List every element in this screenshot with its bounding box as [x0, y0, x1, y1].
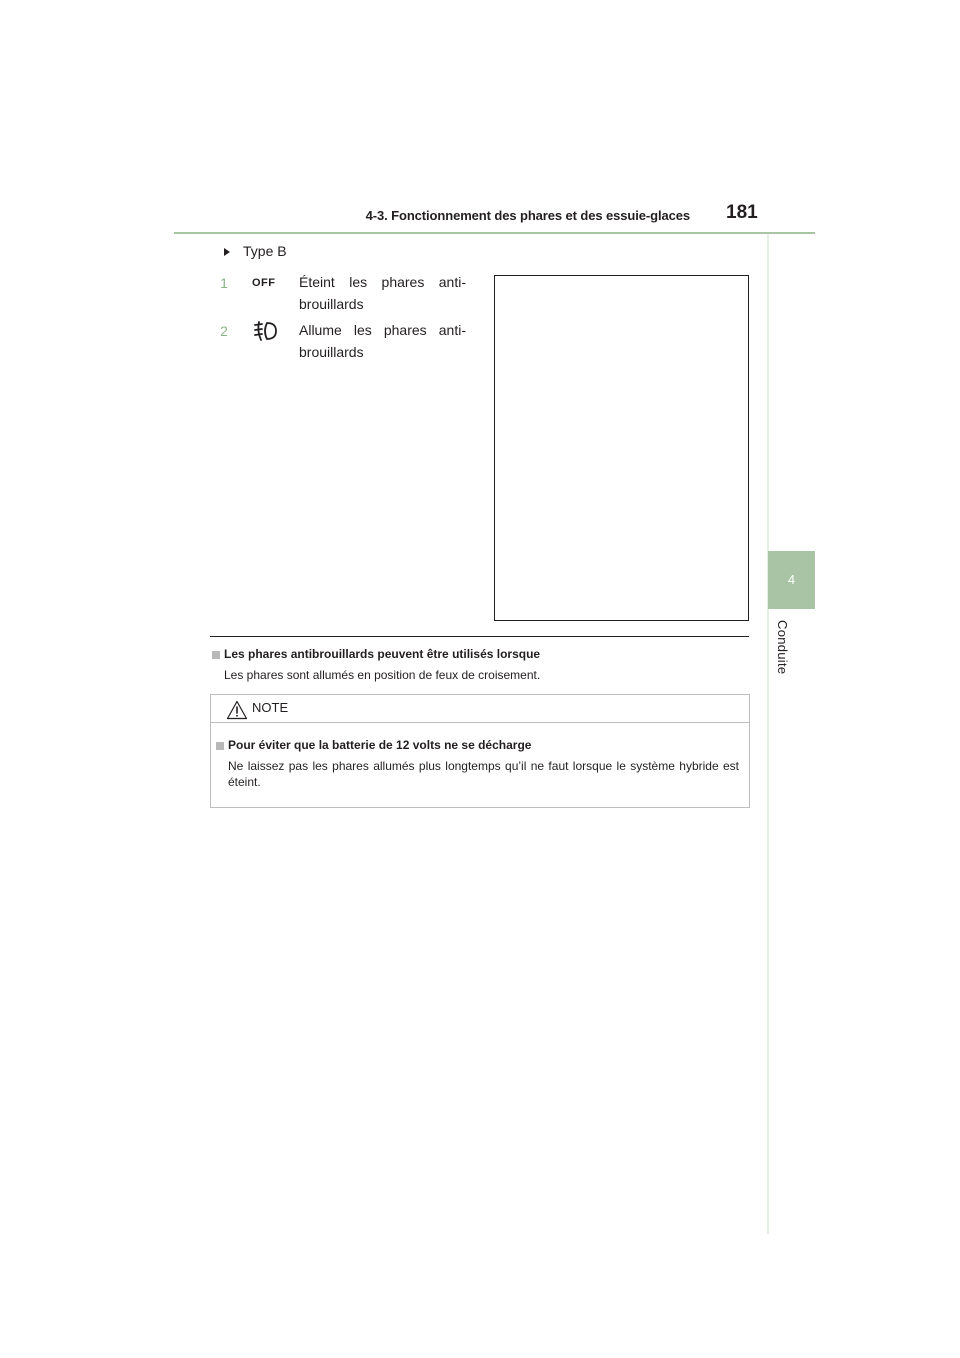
page-number: 181 [726, 202, 758, 223]
note-header-rule [210, 722, 750, 723]
front-fog-light-icon [252, 320, 280, 342]
chapter-tab-label: Conduite [775, 620, 790, 675]
section-body: Les phares sont allumés en position de feux de croisement. [224, 668, 541, 682]
warning-triangle-icon [226, 700, 248, 720]
item-number: 2 [220, 323, 228, 339]
triangle-bullet-icon [224, 248, 230, 256]
section-heading: Les phares antibrouillards peuvent être utilisés lorsque [224, 647, 541, 661]
chapter-title: 4-3. Fonctionnement des phares et des essuie-glaces [365, 208, 690, 223]
item-description: Éteint les phares anti- [299, 274, 466, 290]
chapter-tab: 4 [768, 551, 815, 609]
header-rule [174, 232, 815, 234]
type-label: Type B [243, 243, 287, 259]
item-description-cont: brouillards [299, 296, 364, 312]
item-description: Allume les phares anti- [299, 322, 466, 338]
square-bullet-icon [216, 742, 224, 750]
note-label: NOTE [252, 700, 289, 715]
note-heading: Pour éviter que la batterie de 12 volts ne se décharge [228, 738, 532, 752]
section-rule [210, 636, 749, 637]
item-description-cont: brouillards [299, 344, 364, 360]
note-body: Ne laissez pas les phares allumés plus longtemps qu’il ne faut lorsque le système hybride est éteint. [228, 759, 739, 789]
side-divider [767, 234, 769, 1234]
illustration-frame [494, 275, 749, 621]
square-bullet-icon [212, 651, 220, 659]
off-symbol: OFF [252, 277, 276, 289]
item-number: 1 [220, 275, 228, 291]
